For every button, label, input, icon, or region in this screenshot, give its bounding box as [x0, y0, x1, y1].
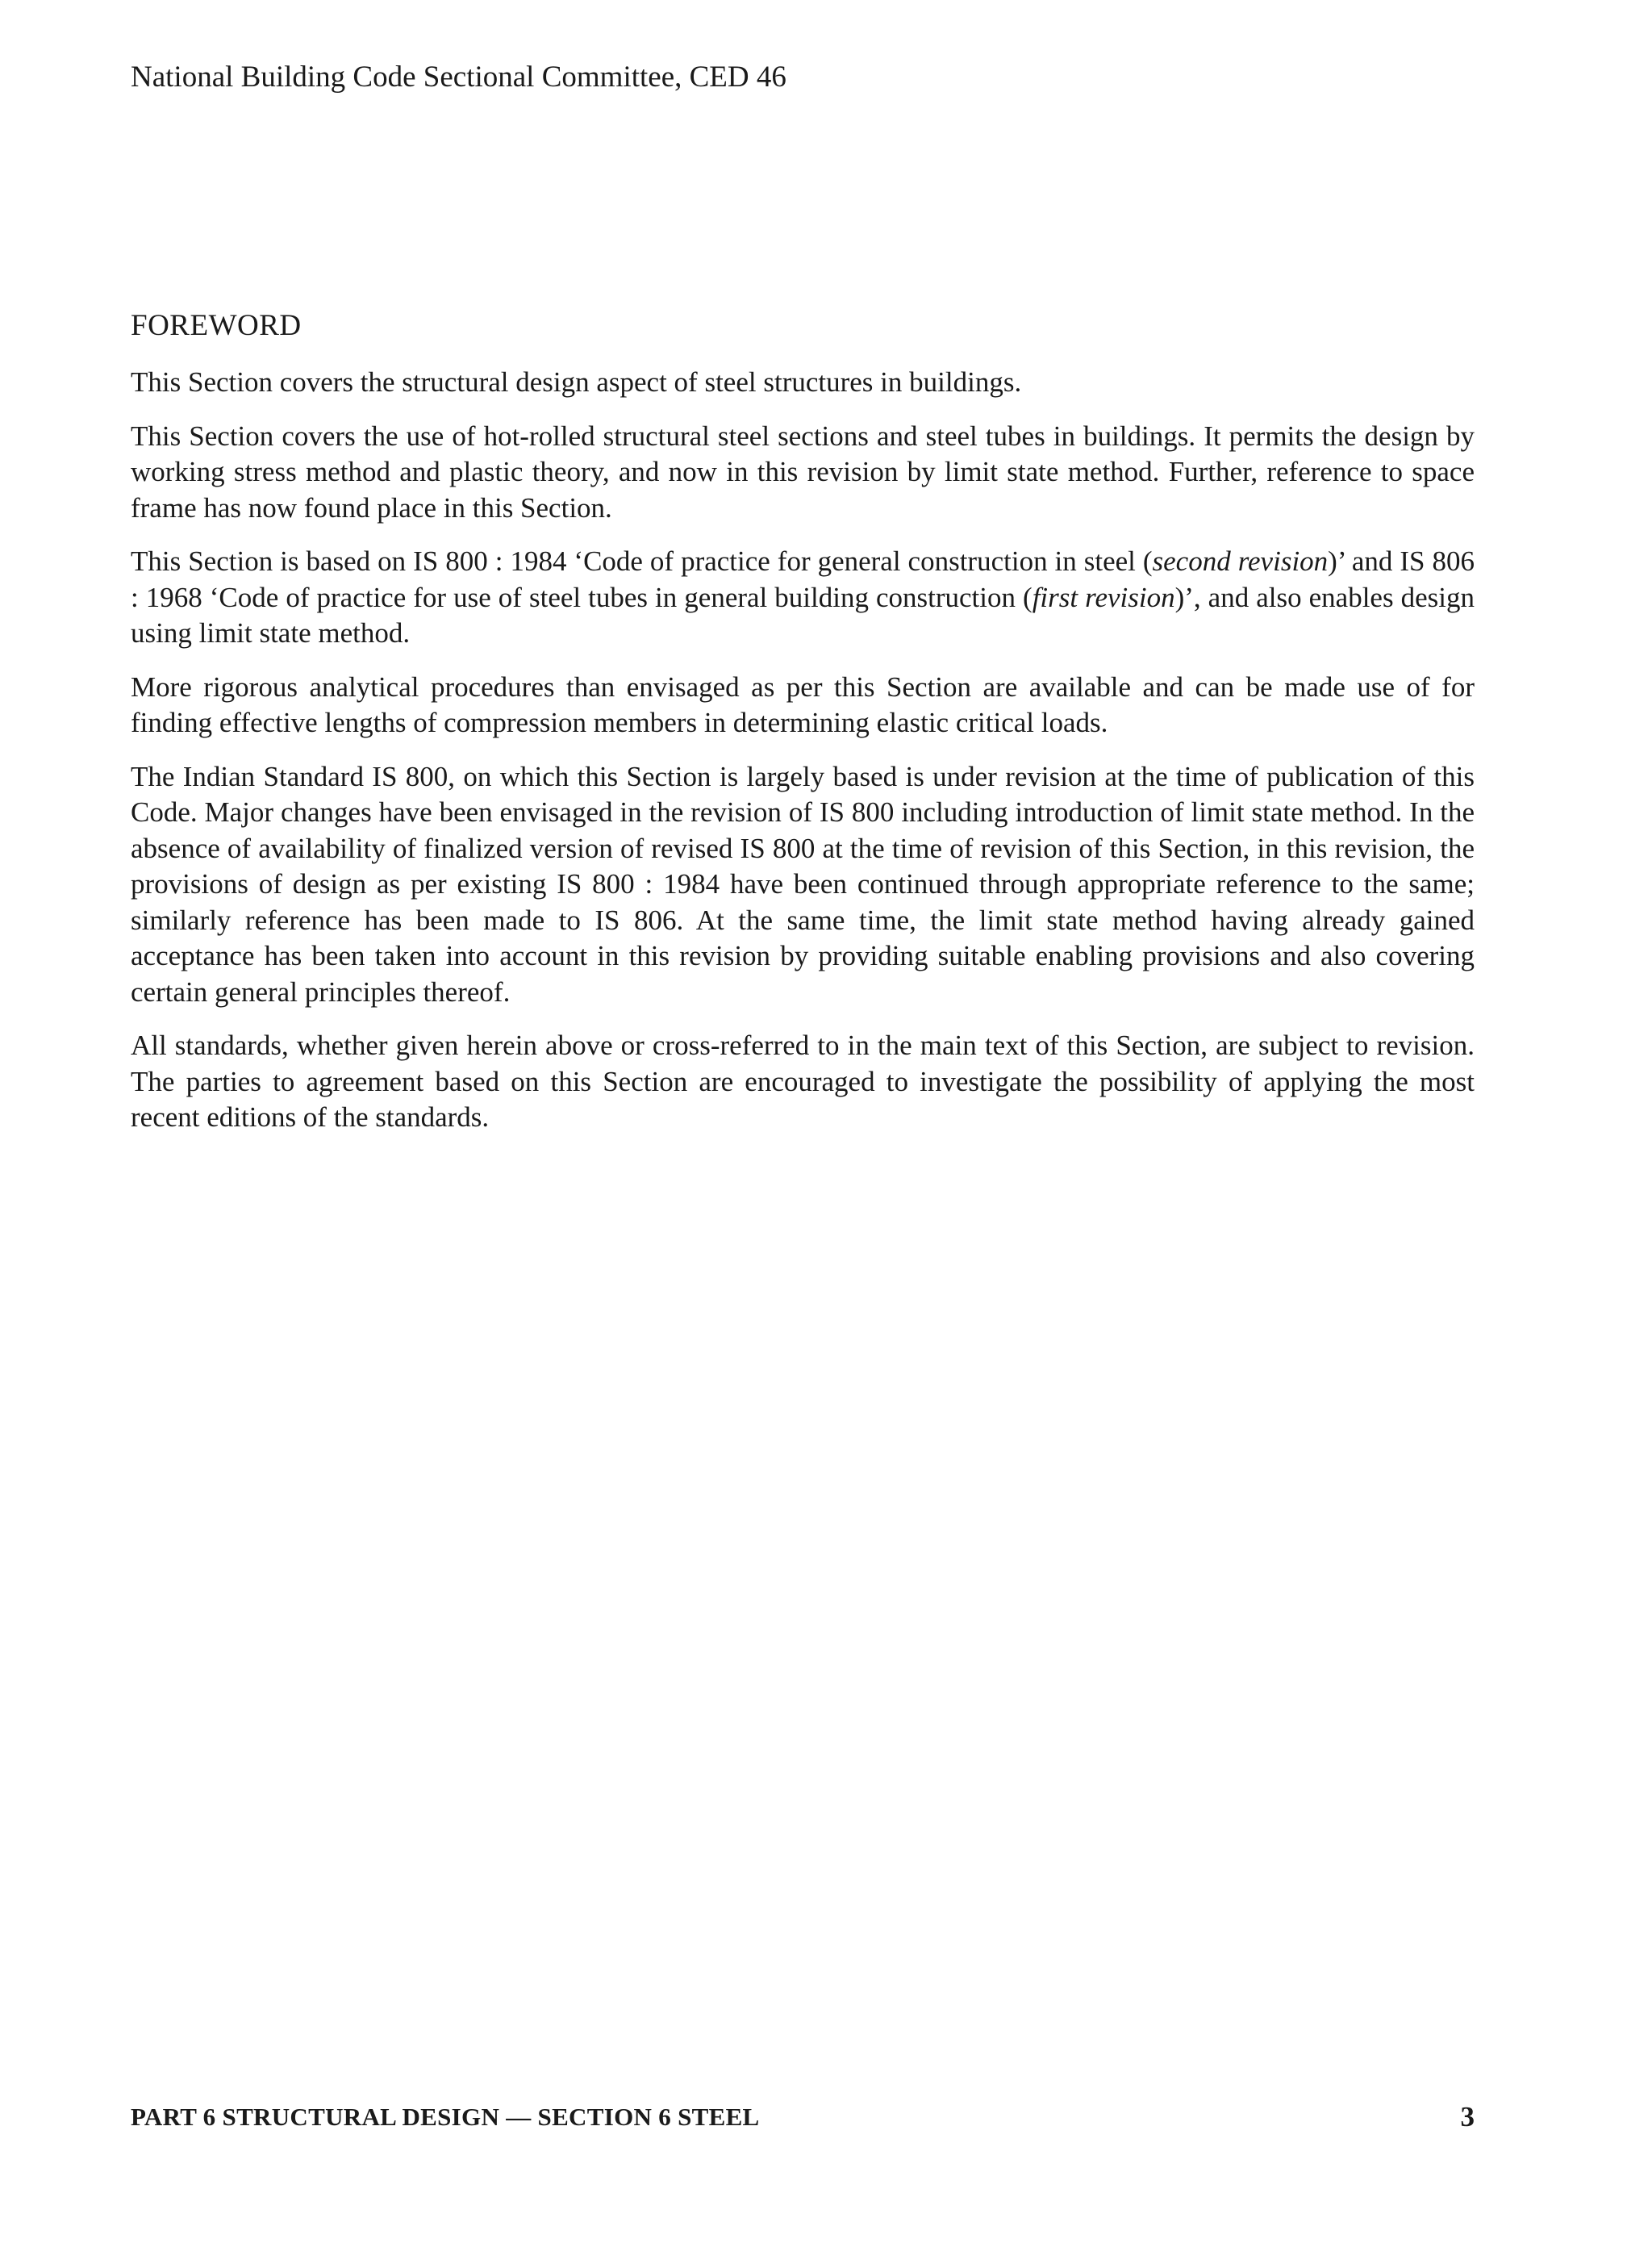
- page-header: [131, 58, 786, 97]
- foreword-section: [131, 307, 1475, 1154]
- italic-second-revision: second revision: [1152, 545, 1329, 577]
- italic-first-revision: first revision: [1032, 581, 1175, 613]
- committee-label: National Building Code Sectional Committee, CED 46: [131, 61, 786, 94]
- foreword-heading: FOREWORD: [131, 309, 302, 342]
- footer-title: PART 6 STRUCTURAL DESIGN — SECTION 6 STEEL: [131, 2103, 760, 2131]
- foreword-paragraph-3: This Section is based on IS 800 : 1984 ‘Code of practice for general construction in steel (second revision)’ and IS 806 : 1968 ‘Code of practice for use of steel tubes in general building construction (first revision)’, and also enables design using limit state method.: [131, 545, 1475, 649]
- foreword-paragraph-1: This Section covers the structural design aspect of steel structures in buildings.: [131, 366, 1022, 398]
- foreword-paragraph-2: This Section covers the use of hot-rolled structural steel sections and steel tubes in buildings. It permits the design by working stress method and plastic theory, and now in this revision by limit state method. Further, reference to space frame has now found place in this Section.: [131, 420, 1475, 524]
- foreword-paragraph-5: The Indian Standard IS 800, on which this Section is largely based is under revision at the time of publication of this Code. Major changes have been envisaged in the revision of IS 800 including introduction of limit state method. In the absence of availability of finalized version of revised IS 800 at the time of revision of this Section, in this revision, the provisions of design as per existing IS 800 : 1984 have been continued through appropriate reference to the same; similarly reference has been made to IS 806. At the same time, the limit state method having already gained acceptance has been taken into account in this revision by providing suitable enabling provisions and also covering certain general principles thereof.: [131, 760, 1475, 1008]
- page-footer: [131, 2098, 1475, 2137]
- foreword-paragraph-6: All standards, whether given herein above or cross-referred to in the main text of this Section, are subject to revision. The parties to agreement based on this Section are encouraged to investigate the possibility of applying the most recent editions of the standards.: [131, 1030, 1475, 1133]
- foreword-paragraph-4: More rigorous analytical procedures than envisaged as per this Section are available and can be made use of for finding effective lengths of compression members in determining elastic critical loads.: [131, 670, 1475, 738]
- page-number: 3: [1460, 2101, 1475, 2132]
